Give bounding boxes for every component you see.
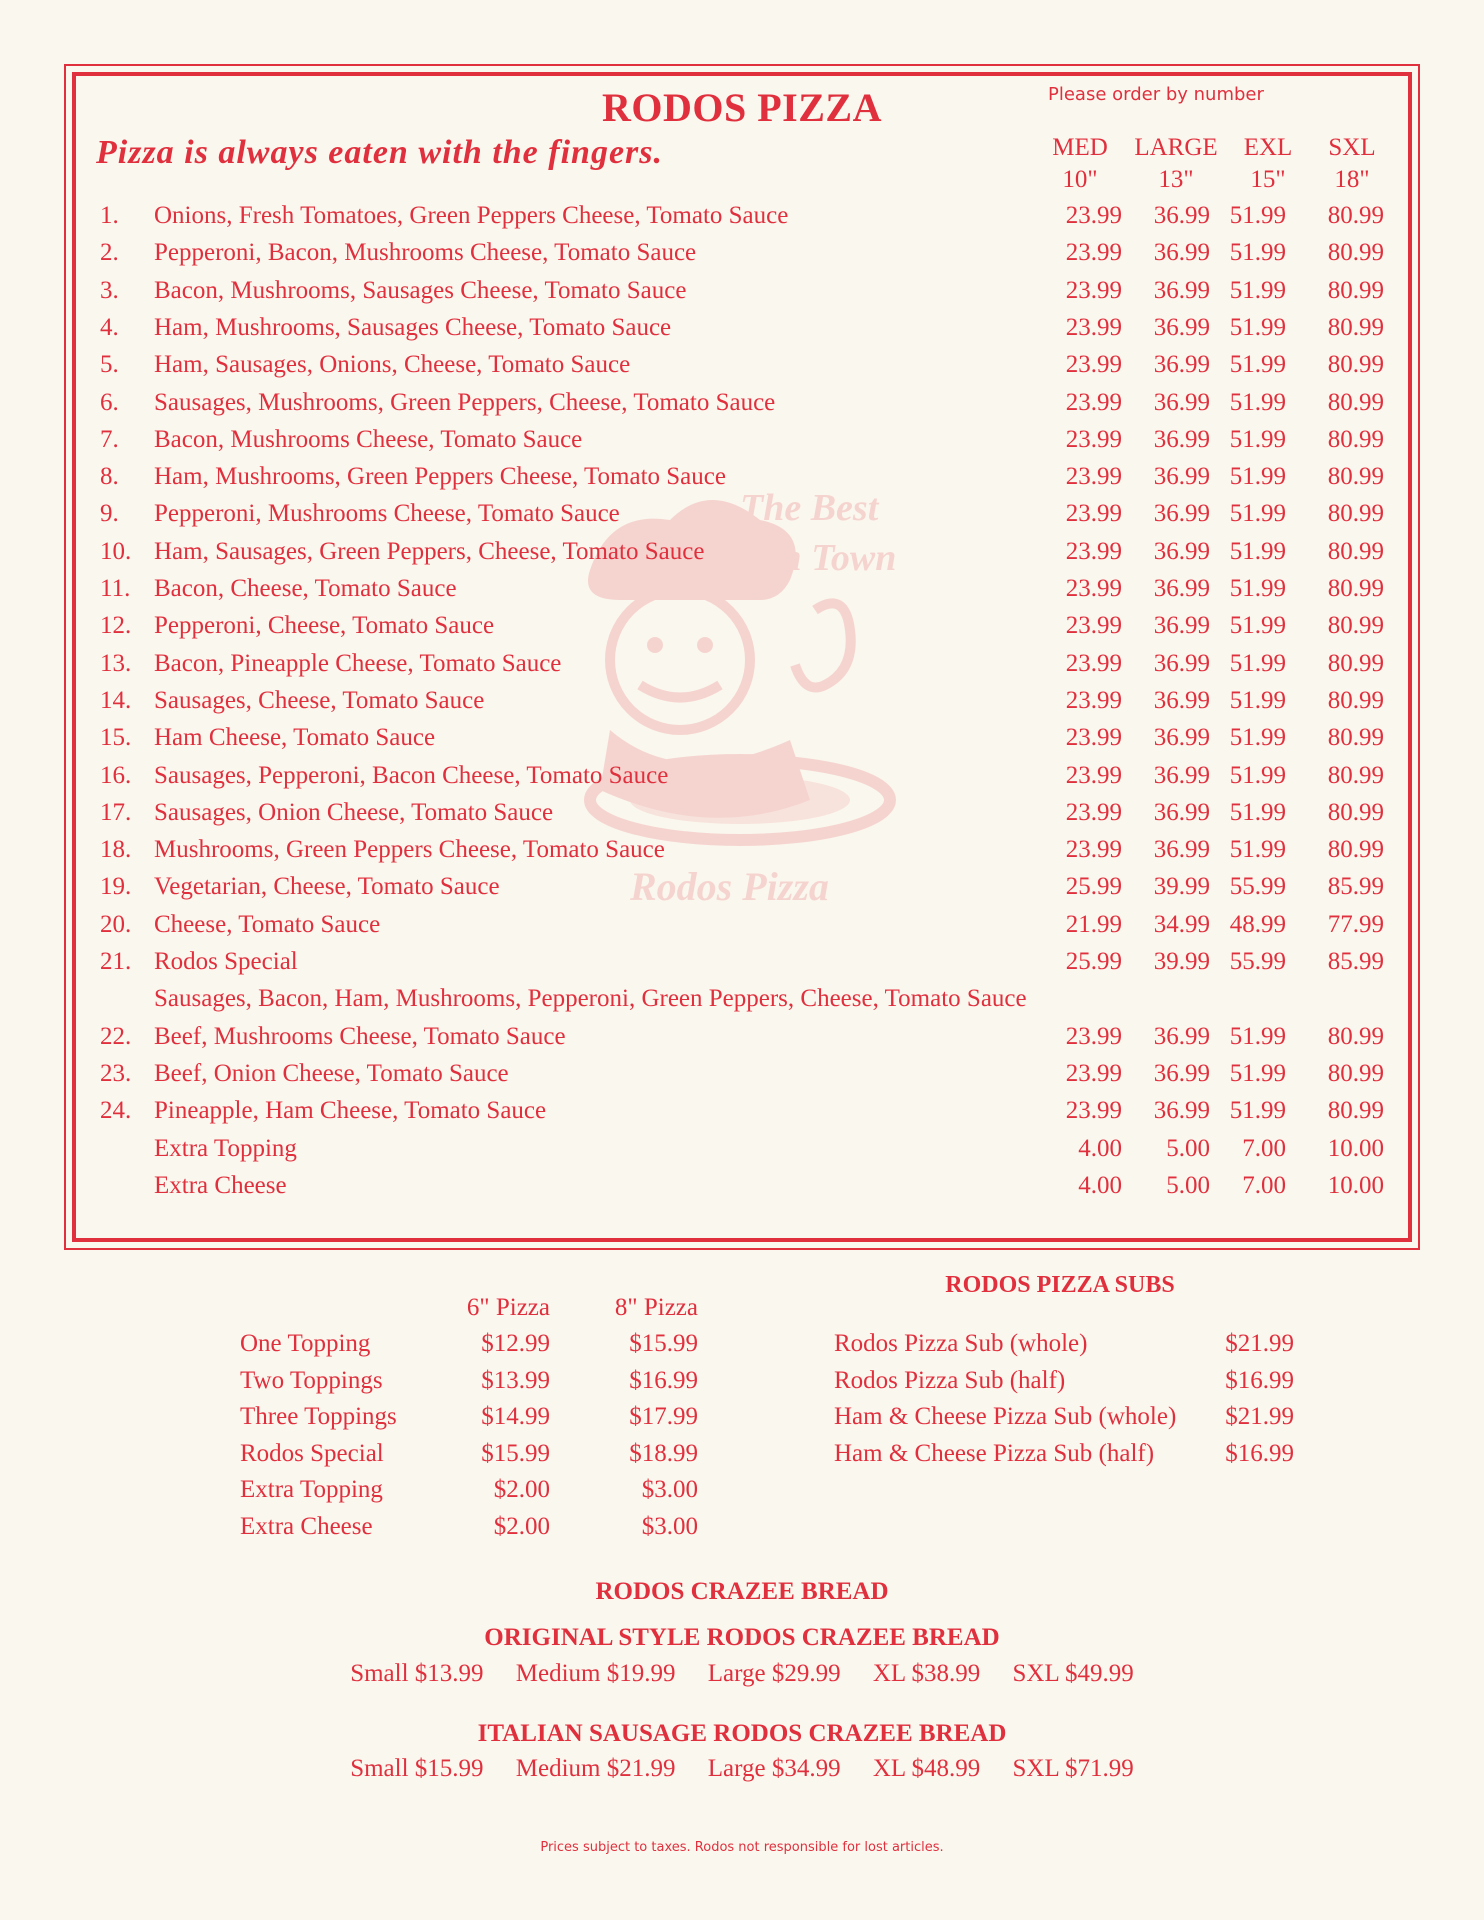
price-sxl: 80.99 bbox=[1327, 425, 1384, 453]
item-description: Vegetarian, Cheese, Tomato Sauce bbox=[154, 873, 500, 901]
price-exl: 51.99 bbox=[1229, 500, 1286, 528]
price-med: 23.99 bbox=[1065, 575, 1122, 602]
price-med: 25.99 bbox=[1065, 948, 1122, 975]
small-pizza-label: Rodos Special bbox=[240, 1439, 384, 1467]
sub-price: $16.99 bbox=[1225, 1439, 1294, 1467]
menu-item-row bbox=[0, 463, 1484, 499]
price-sxl: 80.99 bbox=[1327, 761, 1384, 789]
price-exl: 51.99 bbox=[1229, 537, 1286, 565]
menu-item-row bbox=[0, 911, 1484, 947]
price-sxl: 80.99 bbox=[1327, 798, 1384, 826]
price-large: 36.99 bbox=[1153, 724, 1210, 752]
price-large: 34.99 bbox=[1153, 910, 1210, 938]
price-exl: 55.99 bbox=[1229, 948, 1286, 975]
sub-price: $21.99 bbox=[1225, 1403, 1294, 1430]
item-description: Bacon, Mushrooms Cheese, Tomato Sauce bbox=[154, 425, 583, 453]
size-header-exl bbox=[1228, 132, 1308, 196]
price-exl: 51.99 bbox=[1229, 276, 1286, 304]
bread-price: SXL $71.99 bbox=[1012, 1755, 1134, 1782]
small-pizza-price-8in: $3.00 bbox=[641, 1512, 698, 1540]
small-pizza-row bbox=[0, 1513, 800, 1549]
item-description: Beef, Mushrooms Cheese, Tomato Sauce bbox=[154, 1022, 566, 1050]
price-large: 36.99 bbox=[1153, 575, 1210, 602]
price-exl: 7.00 bbox=[1242, 1171, 1286, 1199]
small-pizza-price-8in: $18.99 bbox=[629, 1439, 698, 1467]
price-exl: 51.99 bbox=[1229, 612, 1286, 640]
price-sxl: 80.99 bbox=[1327, 500, 1384, 528]
item-number: 6. bbox=[100, 388, 119, 416]
price-med: 23.99 bbox=[1065, 425, 1122, 453]
item-description: Ham, Sausages, Green Peppers, Cheese, Tomato Sauce bbox=[154, 537, 705, 565]
item-number: 20. bbox=[100, 910, 132, 938]
price-large: 36.99 bbox=[1153, 313, 1210, 341]
small-pizza-label: Two Toppings bbox=[240, 1366, 383, 1394]
menu-item-row bbox=[0, 836, 1484, 872]
size-inch: 15" bbox=[1250, 166, 1286, 193]
price-med: 23.99 bbox=[1065, 500, 1122, 528]
price-sxl: 85.99 bbox=[1327, 873, 1384, 901]
item-description: Ham, Sausages, Onions, Cheese, Tomato Sauce bbox=[154, 351, 631, 379]
menu-item-row bbox=[0, 612, 1484, 648]
item-number: 11. bbox=[100, 575, 131, 602]
item-description: Rodos Special bbox=[154, 948, 298, 975]
price-sxl: 80.99 bbox=[1327, 313, 1384, 341]
price-exl: 51.99 bbox=[1229, 649, 1286, 677]
menu-item-row bbox=[0, 724, 1484, 760]
price-exl: 51.99 bbox=[1229, 686, 1286, 714]
price-large: 39.99 bbox=[1153, 948, 1210, 975]
small-pizza-price-6in: $2.00 bbox=[493, 1476, 550, 1503]
bread-price: Small $15.99 bbox=[350, 1755, 484, 1782]
menu-item-row bbox=[0, 799, 1484, 835]
price-large: 36.99 bbox=[1153, 388, 1210, 416]
price-large: 36.99 bbox=[1153, 239, 1210, 267]
item-number: 13. bbox=[100, 649, 132, 677]
item-description: Ham, Mushrooms, Sausages Cheese, Tomato Sauce bbox=[154, 313, 672, 341]
price-sxl: 80.99 bbox=[1327, 463, 1384, 491]
menu-item-row bbox=[0, 202, 1484, 238]
page-title: RODOS PIZZA bbox=[602, 85, 882, 130]
price-sxl: 80.99 bbox=[1327, 537, 1384, 565]
price-med: 23.99 bbox=[1065, 351, 1122, 379]
menu-item-row bbox=[0, 538, 1484, 574]
item-number: 16. bbox=[100, 761, 132, 789]
price-exl: 48.99 bbox=[1229, 910, 1286, 938]
price-sxl: 80.99 bbox=[1327, 202, 1384, 229]
price-med: 23.99 bbox=[1065, 388, 1122, 416]
price-sxl: 80.99 bbox=[1327, 836, 1384, 864]
price-exl: 7.00 bbox=[1242, 1134, 1286, 1162]
price-exl: 51.99 bbox=[1229, 388, 1286, 416]
price-med: 23.99 bbox=[1065, 239, 1122, 267]
order-note: Please order by number bbox=[1048, 84, 1264, 105]
menu-item-row bbox=[0, 873, 1484, 909]
price-large: 36.99 bbox=[1153, 686, 1210, 714]
sub-row bbox=[0, 1367, 1484, 1403]
size-header-large bbox=[1126, 132, 1226, 196]
item-description: Pepperoni, Bacon, Mushrooms Cheese, Tomato Sauce bbox=[154, 239, 697, 267]
item-description: Sausages, Mushrooms, Green Peppers, Cheese, Tomato Sauce bbox=[154, 388, 776, 416]
size-header-sxl bbox=[1312, 132, 1392, 196]
item-description: Ham, Mushrooms, Green Peppers Cheese, Tomato Sauce bbox=[154, 463, 726, 491]
small-pizza-label: Three Toppings bbox=[240, 1403, 397, 1430]
item-description: Onions, Fresh Tomatoes, Green Peppers Cheese, Tomato Sauce bbox=[154, 202, 789, 229]
original-crazee-bread-prices bbox=[0, 1660, 1484, 1688]
tagline: Pizza is always eaten with the fingers. bbox=[96, 134, 663, 171]
price-sxl: 77.99 bbox=[1327, 910, 1384, 938]
small-pizza-price-6in: $2.00 bbox=[493, 1512, 550, 1540]
price-med: 4.00 bbox=[1078, 1134, 1122, 1162]
column-header-8in: 8" Pizza bbox=[614, 1294, 698, 1321]
small-pizza-price-8in: $16.99 bbox=[629, 1366, 698, 1394]
item-number: 10. bbox=[100, 537, 132, 565]
item-number: 23. bbox=[100, 1059, 132, 1087]
sub-label: Ham & Cheese Pizza Sub (half) bbox=[834, 1439, 1155, 1467]
price-large: 36.99 bbox=[1153, 761, 1210, 789]
item-description: Bacon, Cheese, Tomato Sauce bbox=[154, 575, 457, 602]
small-pizza-price-6in: $13.99 bbox=[481, 1366, 550, 1394]
size-header-med bbox=[1040, 132, 1120, 196]
price-exl: 51.99 bbox=[1229, 1097, 1286, 1125]
menu-item-row bbox=[0, 985, 1484, 1021]
item-description: Pepperoni, Cheese, Tomato Sauce bbox=[154, 612, 495, 640]
price-med: 23.99 bbox=[1065, 1022, 1122, 1050]
item-number: 21. bbox=[100, 948, 132, 975]
price-large: 36.99 bbox=[1153, 425, 1210, 453]
item-number: 12. bbox=[100, 612, 132, 640]
price-sxl: 80.99 bbox=[1327, 686, 1384, 714]
item-number: 18. bbox=[100, 836, 132, 864]
price-med: 23.99 bbox=[1065, 649, 1122, 677]
price-sxl: 80.99 bbox=[1327, 575, 1384, 602]
price-large: 36.99 bbox=[1153, 500, 1210, 528]
price-sxl: 80.99 bbox=[1327, 724, 1384, 752]
item-number: 1. bbox=[100, 202, 119, 229]
menu-item-row bbox=[0, 1060, 1484, 1096]
price-large: 36.99 bbox=[1153, 612, 1210, 640]
item-number: 4. bbox=[100, 313, 119, 341]
item-number: 7. bbox=[100, 425, 119, 453]
price-large: 5.00 bbox=[1166, 1171, 1210, 1199]
bread-price: Large $29.99 bbox=[707, 1660, 841, 1687]
price-med: 23.99 bbox=[1065, 836, 1122, 864]
bread-price: Large $34.99 bbox=[707, 1755, 841, 1782]
item-description: Bacon, Mushrooms, Sausages Cheese, Tomato Sauce bbox=[154, 276, 687, 304]
price-med: 23.99 bbox=[1065, 798, 1122, 826]
size-name: MED bbox=[1052, 134, 1108, 161]
item-number: 2. bbox=[100, 239, 119, 267]
price-large: 36.99 bbox=[1153, 463, 1210, 491]
item-number: 9. bbox=[100, 500, 119, 528]
price-large: 36.99 bbox=[1153, 1059, 1210, 1087]
item-number: 22. bbox=[100, 1022, 132, 1050]
item-number: 17. bbox=[100, 798, 132, 826]
item-description: Extra Cheese bbox=[154, 1171, 287, 1199]
price-med: 23.99 bbox=[1065, 612, 1122, 640]
small-pizza-label: One Topping bbox=[240, 1330, 371, 1357]
size-name: SXL bbox=[1328, 134, 1376, 161]
price-large: 36.99 bbox=[1153, 537, 1210, 565]
price-med: 23.99 bbox=[1065, 537, 1122, 565]
price-med: 23.99 bbox=[1065, 1097, 1122, 1125]
price-med: 23.99 bbox=[1065, 202, 1122, 229]
menu-item-row bbox=[0, 314, 1484, 350]
price-sxl: 85.99 bbox=[1327, 948, 1384, 975]
item-description: Bacon, Pineapple Cheese, Tomato Sauce bbox=[154, 649, 562, 677]
price-exl: 51.99 bbox=[1229, 575, 1286, 602]
small-pizza-label: Extra Topping bbox=[240, 1476, 383, 1503]
item-description: Beef, Onion Cheese, Tomato Sauce bbox=[154, 1059, 509, 1087]
sub-price: $16.99 bbox=[1225, 1366, 1294, 1394]
price-med: 23.99 bbox=[1065, 313, 1122, 341]
price-sxl: 80.99 bbox=[1327, 388, 1384, 416]
small-pizza-label: Extra Cheese bbox=[240, 1512, 373, 1540]
price-exl: 51.99 bbox=[1229, 425, 1286, 453]
original-crazee-bread-title: ORIGINAL STYLE RODOS CRAZEE BREAD bbox=[484, 1624, 1000, 1651]
sub-row bbox=[0, 1403, 1484, 1439]
watermark-text-line1: The Best bbox=[740, 487, 879, 529]
price-exl: 51.99 bbox=[1229, 761, 1286, 789]
price-med: 23.99 bbox=[1065, 724, 1122, 752]
menu-item-row bbox=[0, 389, 1484, 425]
price-large: 36.99 bbox=[1153, 836, 1210, 864]
price-exl: 51.99 bbox=[1229, 724, 1286, 752]
price-exl: 51.99 bbox=[1229, 202, 1286, 229]
price-large: 36.99 bbox=[1153, 1022, 1210, 1050]
price-med: 25.99 bbox=[1065, 873, 1122, 901]
price-exl: 51.99 bbox=[1229, 836, 1286, 864]
small-pizza-price-6in: $14.99 bbox=[481, 1403, 550, 1430]
small-pizza-price-6in: $15.99 bbox=[481, 1439, 550, 1467]
price-exl: 51.99 bbox=[1229, 463, 1286, 491]
price-sxl: 80.99 bbox=[1327, 1097, 1384, 1125]
footer-note: Prices subject to taxes. Rodos not responsible for lost articles. bbox=[540, 1840, 944, 1855]
price-sxl: 80.99 bbox=[1327, 351, 1384, 379]
bread-price: XL $48.99 bbox=[872, 1755, 981, 1782]
price-exl: 51.99 bbox=[1229, 239, 1286, 267]
small-pizza-price-6in: $12.99 bbox=[481, 1330, 550, 1357]
price-sxl: 80.99 bbox=[1327, 1059, 1384, 1087]
item-description: Mushrooms, Green Peppers Cheese, Tomato Sauce bbox=[154, 836, 665, 864]
price-sxl: 80.99 bbox=[1327, 612, 1384, 640]
menu-item-row bbox=[0, 1172, 1484, 1208]
price-exl: 51.99 bbox=[1229, 351, 1286, 379]
item-description: Pepperoni, Mushrooms Cheese, Tomato Sauce bbox=[154, 500, 620, 528]
small-pizza-price-8in: $3.00 bbox=[641, 1476, 698, 1503]
bread-price: Medium $19.99 bbox=[515, 1660, 676, 1687]
menu-item-row bbox=[0, 426, 1484, 462]
price-sxl: 80.99 bbox=[1327, 276, 1384, 304]
price-med: 23.99 bbox=[1065, 1059, 1122, 1087]
price-sxl: 80.99 bbox=[1327, 1022, 1384, 1050]
price-med: 23.99 bbox=[1065, 686, 1122, 714]
item-number: 14. bbox=[100, 686, 132, 714]
menu-item-row bbox=[0, 1023, 1484, 1059]
item-description: Ham Cheese, Tomato Sauce bbox=[154, 724, 436, 752]
price-med: 21.99 bbox=[1065, 910, 1122, 938]
sub-label: Ham & Cheese Pizza Sub (whole) bbox=[834, 1403, 1177, 1430]
sub-row bbox=[0, 1330, 1484, 1366]
price-exl: 51.99 bbox=[1229, 1059, 1286, 1087]
sub-row bbox=[0, 1440, 1484, 1476]
price-sxl: 80.99 bbox=[1327, 649, 1384, 677]
italian-crazee-bread-title: ITALIAN SAUSAGE RODOS CRAZEE BREAD bbox=[477, 1720, 1007, 1747]
item-description: Sausages, Bacon, Ham, Mushrooms, Pepperoni, Green Peppers, Cheese, Tomato Sauce bbox=[154, 985, 1027, 1013]
menu-item-row bbox=[0, 277, 1484, 313]
price-exl: 51.99 bbox=[1229, 313, 1286, 341]
item-number: 24. bbox=[100, 1097, 132, 1125]
bread-price: Medium $21.99 bbox=[515, 1755, 676, 1782]
menu-item-row bbox=[0, 948, 1484, 984]
small-pizza-row bbox=[0, 1476, 800, 1512]
menu-item-row bbox=[0, 1135, 1484, 1171]
menu-item-row bbox=[0, 650, 1484, 686]
price-large: 36.99 bbox=[1153, 202, 1210, 229]
price-large: 36.99 bbox=[1153, 276, 1210, 304]
price-sxl: 10.00 bbox=[1327, 1134, 1384, 1162]
price-large: 36.99 bbox=[1153, 1097, 1210, 1125]
small-pizza-price-8in: $17.99 bbox=[629, 1403, 698, 1430]
item-number: 5. bbox=[100, 351, 119, 379]
price-exl: 51.99 bbox=[1229, 798, 1286, 826]
menu-item-row bbox=[0, 575, 1484, 611]
sub-label: Rodos Pizza Sub (half) bbox=[834, 1366, 1066, 1394]
subs-title: RODOS PIZZA SUBS bbox=[945, 1272, 1175, 1298]
item-number: 19. bbox=[100, 873, 132, 901]
watermark-brand: Rodos Pizza bbox=[630, 864, 829, 909]
price-sxl: 10.00 bbox=[1327, 1171, 1384, 1199]
item-description: Pineapple, Ham Cheese, Tomato Sauce bbox=[154, 1097, 547, 1125]
bread-price: XL $38.99 bbox=[872, 1660, 981, 1687]
price-exl: 51.99 bbox=[1229, 1022, 1286, 1050]
price-med: 23.99 bbox=[1065, 463, 1122, 491]
item-description: Sausages, Onion Cheese, Tomato Sauce bbox=[154, 798, 554, 826]
item-number: 8. bbox=[100, 463, 119, 491]
menu-item-row bbox=[0, 500, 1484, 536]
watermark-text-line2: in Town bbox=[770, 537, 897, 579]
menu-item-row bbox=[0, 762, 1484, 798]
price-med: 23.99 bbox=[1065, 276, 1122, 304]
price-exl: 55.99 bbox=[1229, 873, 1286, 901]
small-pizza-price-8in: $15.99 bbox=[629, 1330, 698, 1357]
price-med: 4.00 bbox=[1078, 1171, 1122, 1199]
price-large: 36.99 bbox=[1153, 351, 1210, 379]
size-inch: 13" bbox=[1158, 166, 1194, 193]
price-large: 36.99 bbox=[1153, 649, 1210, 677]
menu-item-row bbox=[0, 351, 1484, 387]
item-description: Sausages, Cheese, Tomato Sauce bbox=[154, 686, 485, 714]
size-inch: 10" bbox=[1062, 166, 1098, 193]
column-header-6in: 6" Pizza bbox=[466, 1294, 550, 1321]
price-large: 39.99 bbox=[1153, 873, 1210, 901]
menu-item-row bbox=[0, 1097, 1484, 1133]
item-number: 15. bbox=[100, 724, 132, 752]
price-sxl: 80.99 bbox=[1327, 239, 1384, 267]
item-description: Sausages, Pepperoni, Bacon Cheese, Tomato Sauce bbox=[154, 761, 669, 789]
price-large: 36.99 bbox=[1153, 798, 1210, 826]
size-name: LARGE bbox=[1134, 134, 1218, 161]
size-name: EXL bbox=[1243, 134, 1293, 161]
price-large: 5.00 bbox=[1166, 1134, 1210, 1162]
bread-price: Small $13.99 bbox=[350, 1660, 484, 1687]
menu-item-row bbox=[0, 239, 1484, 275]
price-med: 23.99 bbox=[1065, 761, 1122, 789]
sub-price: $21.99 bbox=[1225, 1330, 1294, 1357]
size-inch: 18" bbox=[1334, 166, 1370, 193]
bread-price: SXL $49.99 bbox=[1012, 1660, 1134, 1687]
item-description: Cheese, Tomato Sauce bbox=[154, 910, 381, 938]
italian-crazee-bread-prices bbox=[0, 1755, 1484, 1783]
sub-label: Rodos Pizza Sub (whole) bbox=[834, 1330, 1088, 1357]
item-description: Extra Topping bbox=[154, 1134, 297, 1162]
menu-item-row bbox=[0, 687, 1484, 723]
item-number: 3. bbox=[100, 276, 119, 304]
crazee-bread-title: RODOS CRAZEE BREAD bbox=[595, 1578, 889, 1605]
